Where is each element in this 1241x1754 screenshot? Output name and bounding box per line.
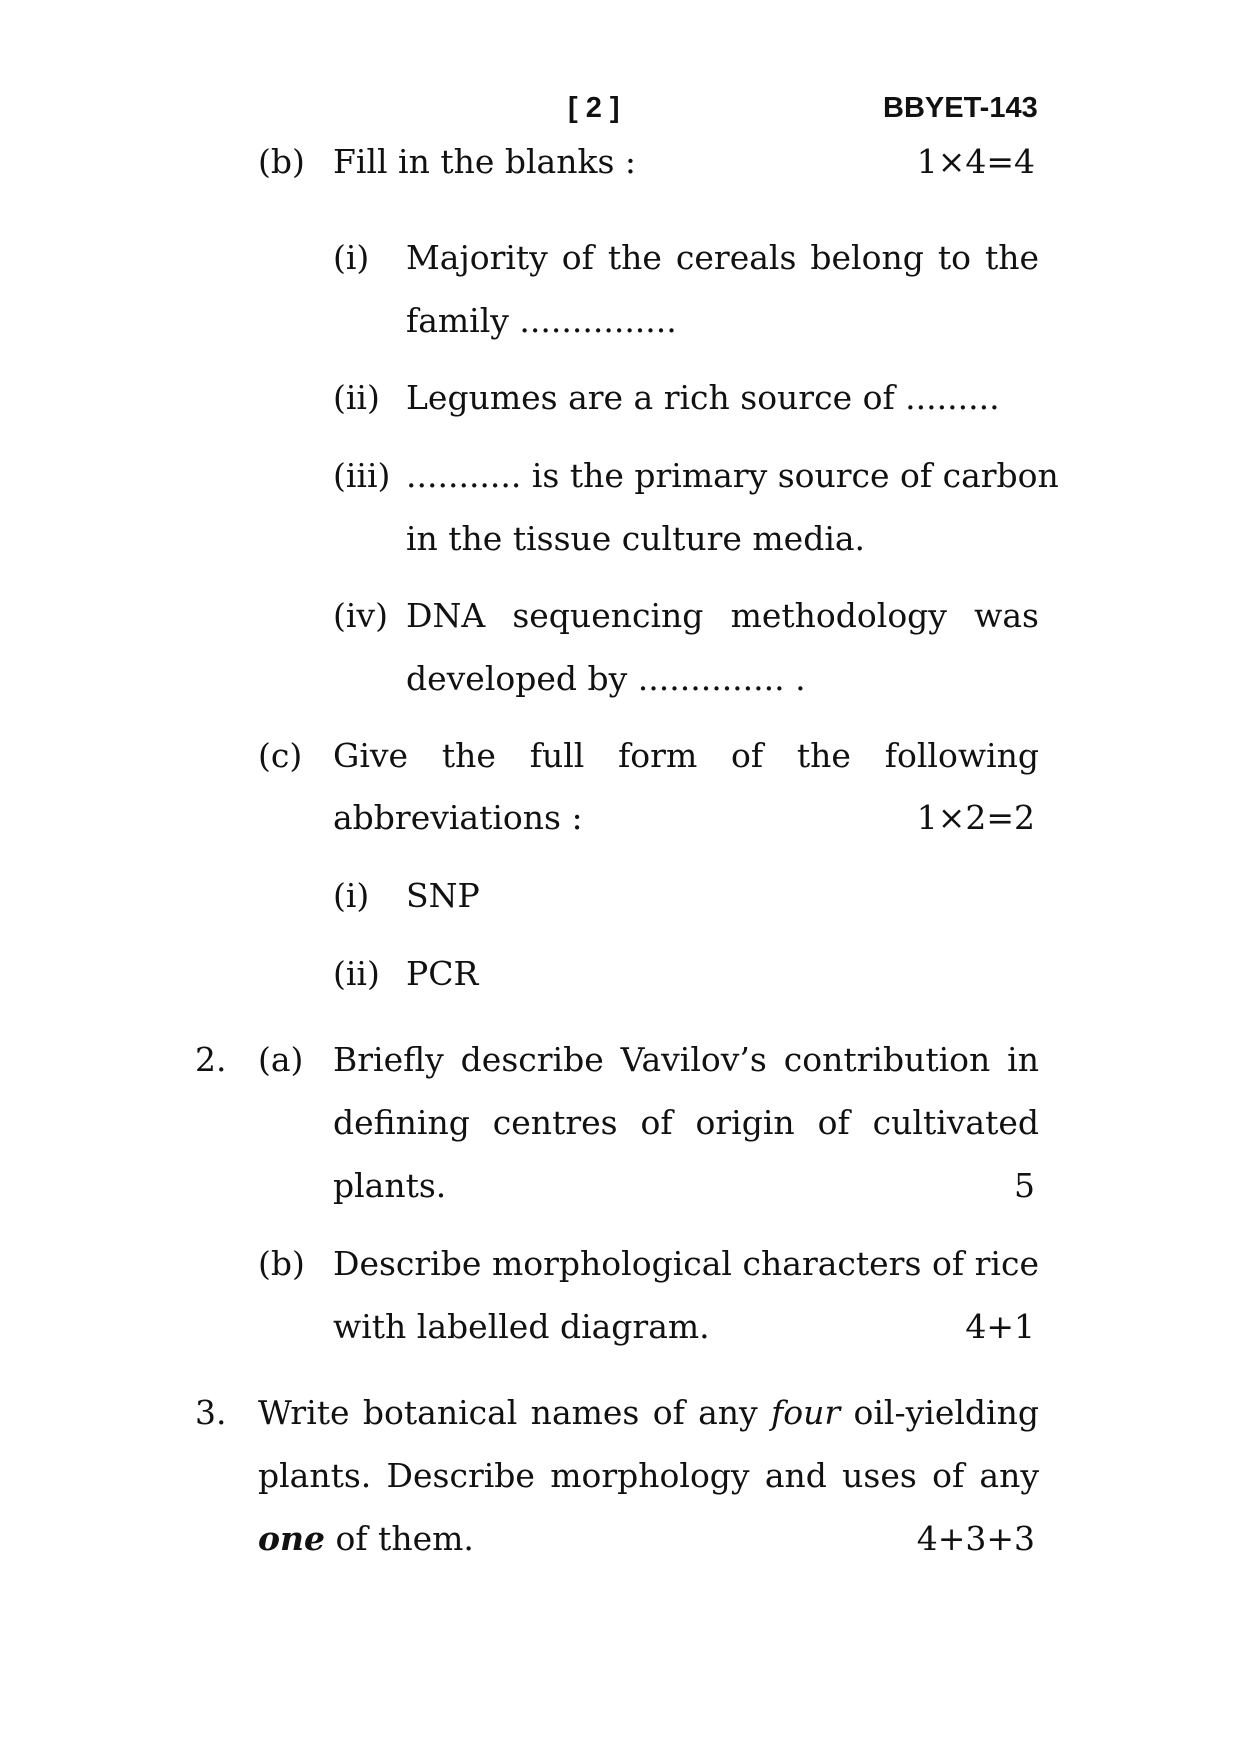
paper-code: BBYET-143 (883, 92, 1038, 124)
q3-line1-pre: Write botanical names of any (258, 1393, 772, 1432)
q3-number: 3. (195, 1393, 227, 1432)
q3-line3-post: of them. (325, 1519, 474, 1558)
q2b-line2: with labelled diagram. (333, 1307, 710, 1346)
q1c-marks: 1×2=2 (916, 798, 1035, 837)
q1c-line2: abbreviations : (333, 798, 583, 837)
q3-line3 (258, 1517, 474, 1561)
page-number: [ 2 ] (568, 92, 620, 124)
q1b-item-3-label: (iii) (333, 456, 391, 495)
q1b-item-2-line1: Legumes are a rich source of ......... (406, 378, 1000, 417)
q1c-line1: Give the full form of the following (333, 736, 1039, 775)
q2a-label: (a) (258, 1040, 304, 1079)
q1b-label: (b) (258, 142, 305, 181)
q1b-item-2-label: (ii) (333, 378, 380, 417)
q1c-item-2-text: PCR (406, 954, 479, 993)
q1b-item-4-line1: DNA sequencing methodology was (406, 596, 1039, 635)
q3-marks: 4+3+3 (916, 1519, 1035, 1558)
q1b-item-1-label: (i) (333, 238, 370, 277)
q3-emphasis-four: four (771, 1393, 841, 1432)
q2a-line2: defining centres of origin of cultivated (333, 1103, 1039, 1142)
q1c-item-2-label: (ii) (333, 954, 380, 993)
q2b-line1: Describe morphological characters of rice (333, 1244, 1039, 1283)
q1c-item-1-label: (i) (333, 876, 370, 915)
q1b-item-1-line2: family ............... (406, 301, 677, 340)
q3-emphasis-one: one (258, 1519, 325, 1558)
q1b-item-3-line2: in the tissue culture media. (406, 519, 866, 558)
q1c-item-1-text: SNP (406, 876, 480, 915)
q1b-item-4-label: (iv) (333, 596, 388, 635)
q1b-item-4-line2: developed by .............. . (406, 659, 806, 698)
q2a-marks: 5 (1014, 1166, 1035, 1205)
q1b-prompt: Fill in the blanks : (333, 142, 637, 181)
q1b-item-3-line1: ........... is the primary source of carbon (406, 456, 1059, 495)
q1b-item-1-line1: Majority of the cereals belong to the (406, 238, 1039, 277)
q3-line1-post: oil-yielding (840, 1393, 1039, 1432)
q2a-line3: plants. (333, 1166, 447, 1205)
q2a-line1: Briefly describe Vavilov’s contribution in (333, 1040, 1039, 1079)
q3-line1 (258, 1391, 1039, 1435)
q2b-label: (b) (258, 1244, 305, 1283)
q1c-label: (c) (258, 736, 303, 775)
q2b-marks: 4+1 (965, 1307, 1035, 1346)
q1b-marks: 1×4=4 (916, 142, 1035, 181)
q2-number: 2. (195, 1040, 227, 1079)
q3-line2: plants. Describe morphology and uses of any (258, 1456, 1039, 1495)
